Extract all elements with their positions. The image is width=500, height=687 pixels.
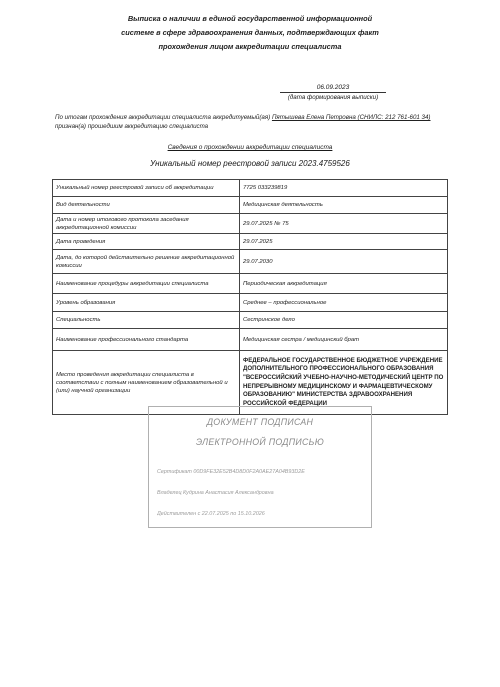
row-value: Медицинская сестра / медицинский брат: [240, 329, 448, 351]
formation-date: 06.09.2023: [280, 84, 386, 93]
row-value: 29.07.2025 № 75: [240, 214, 448, 234]
table-row: [53, 234, 448, 250]
intro-prefix: По итогам прохождения аккредитации специалиста аккредитуемый(ая): [55, 114, 271, 121]
row-label: Дата и номер итогового протокола заседания аккредитационной комиссии: [53, 214, 240, 234]
table-row: [53, 274, 448, 294]
document-title: [60, 12, 440, 54]
row-label: Дата, до которой действительно решение аккредитационной комиссии: [53, 250, 240, 274]
row-value: 29.07.2025: [240, 234, 448, 250]
row-value: 29.07.2030: [240, 250, 448, 274]
row-label: Наименование профессионального стандарта: [53, 329, 240, 351]
table-row: [53, 180, 448, 197]
row-label: Наименование процедуры аккредитации специалиста: [53, 274, 240, 294]
table-row: [53, 294, 448, 312]
table-row: [53, 351, 448, 415]
stamp-owner: Владелец Кудрина Анастасия Александровна: [157, 490, 274, 496]
table-row: [53, 197, 448, 214]
title-line: прохождения лицом аккредитации специалиста: [158, 42, 342, 51]
row-label: Место проведения аккредитации специалиста в соответствии с полным наименованием образовательной и (или) научной организации: [53, 351, 240, 415]
row-value: 7725 033239819: [240, 180, 448, 197]
electronic-signature-stamp: [148, 406, 372, 528]
row-value: Среднее – профессиональное: [240, 294, 448, 312]
intro-paragraph: [55, 113, 450, 131]
organization-name: ФЕДЕРАЛЬНОЕ ГОСУДАРСТВЕННОЕ БЮДЖЕТНОЕ УЧРЕЖДЕНИЕ ДОПОЛНИТЕЛЬНОГО ПРОФЕССИОНАЛЬНОГО ОБРАЗОВАНИЯ "ВСЕРОССИЙСКИЙ УЧЕБНО-НАУЧНО-МЕТОДИЧЕСКИЙ ЦЕНТР ПО НЕПРЕРЫВНОМУ МЕДИЦИНСКОМУ И ФАРМАЦЕВТИЧЕСКОМУ ОБРАЗОВАНИЮ" МИНИСТЕРСТВА ЗДРАВООХРАНЕНИЯ РОССИЙСКОЙ ФЕДЕРАЦИИ: [240, 351, 448, 415]
intro-suffix: признан(а) прошедшим аккредитацию специалиста: [55, 123, 209, 130]
row-label: Уровень образования: [53, 294, 240, 312]
title-line: Выписка о наличии в единой государственной информационной: [127, 14, 373, 23]
stamp-subtitle: ЭЛЕКТРОННОЙ ПОДПИСЬЮ: [195, 437, 324, 447]
row-label: Вид деятельности: [53, 197, 240, 214]
row-value: Периодическая аккредитация: [240, 274, 448, 294]
row-label: Специальность: [53, 312, 240, 329]
accreditation-table: [52, 179, 448, 415]
title-line: системе в сфере здравоохранения данных, подтверждающих факт: [121, 28, 379, 37]
formation-date-caption: (дата формирования выписки): [287, 94, 379, 101]
person-name: Пятышева Елена Петровна (СНИЛС: 212 761-601 34): [271, 114, 431, 121]
stamp-validity: Действителен с 22.07.2025 по 15.10.2026: [157, 511, 265, 517]
row-value: Медицинская деятельность: [240, 197, 448, 214]
stamp-certificate: Сертификат 00D9FE32E52B4D8D0F2A0AE27A04B93D2E: [157, 469, 305, 475]
table-row: [53, 312, 448, 329]
table-row: [53, 329, 448, 351]
row-label: Дата проведения: [53, 234, 240, 250]
registry-number-line: Уникальный номер реестровой записи 2023.4759526: [150, 159, 350, 168]
formation-date-block: [280, 84, 386, 101]
section-heading: Сведения о прохождении аккредитации специалиста: [167, 144, 333, 151]
table-row: [53, 214, 448, 234]
table-row: [53, 250, 448, 274]
row-label: Уникальный номер реестровой записи об аккредитации: [53, 180, 240, 197]
row-value: Сестринское дело: [240, 312, 448, 329]
stamp-title: ДОКУМЕНТ ПОДПИСАН: [206, 417, 314, 427]
